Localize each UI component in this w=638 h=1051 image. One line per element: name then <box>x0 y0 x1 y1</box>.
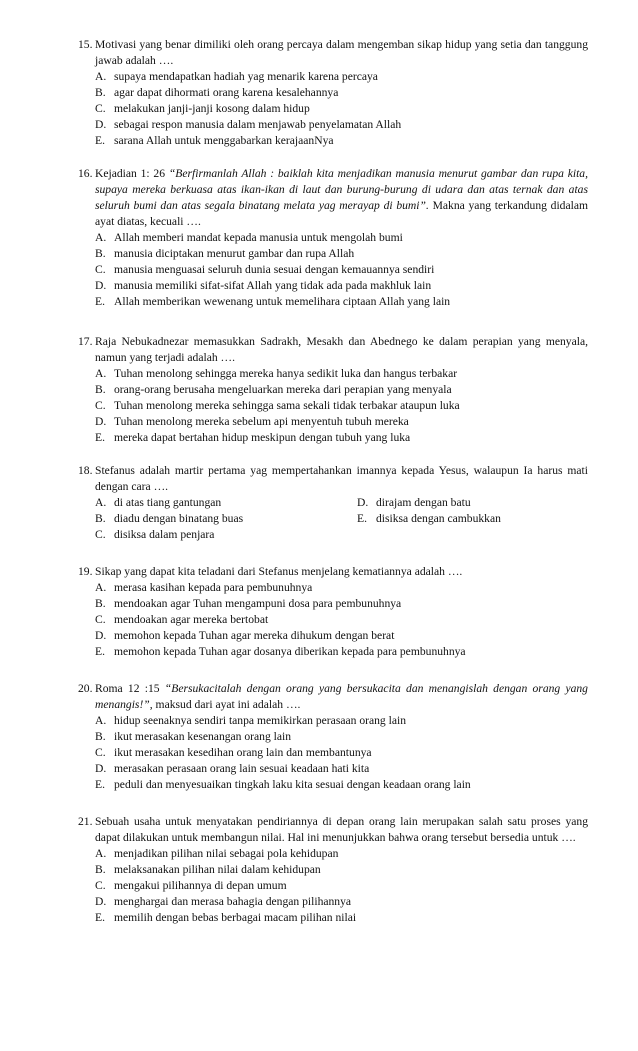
option-letter: C. <box>95 102 106 115</box>
option-text: memilih dengan bebas berbagai macam pilihan nilai <box>114 911 357 924</box>
option-text: memohon kepada Tuhan agar mereka dihukum dengan berat <box>114 629 395 642</box>
option-letter: D. <box>95 118 107 131</box>
option-letter: A. <box>95 231 107 244</box>
option-text: merasa kasihan kepada para pembunuhnya <box>114 581 313 594</box>
option-text: sarana Allah untuk menggabarkan kerajaanNya <box>114 134 334 147</box>
question-stem: Sebuah usaha untuk menyatakan pendiriannya di depan orang lain merupakan salah satu proses yang dapat dilakukan untuk membangun nilai. Hal ini menunjukkan bahwa orang tersebut bersedia untuk …. <box>95 815 588 844</box>
option-letter: C. <box>95 746 106 759</box>
option-letter: B. <box>95 383 106 396</box>
option-text: peduli dan menyesuaikan tingkah laku kita sesuai dengan keadaan orang lain <box>114 778 471 791</box>
answer-option-b[interactable] <box>95 246 588 262</box>
option-text: supaya mendapatkan hadiah yag menarik karena percaya <box>114 70 378 83</box>
answer-option-e[interactable] <box>95 430 588 446</box>
option-letter: B. <box>95 247 106 260</box>
stem-bible-quote: “Berfirmanlah Allah : baiklah kita menjadikan manusia menurut gambar dan rupa kita, supaya mereka berkuasa atas ikan-ikan di laut dan burung-burung di udara dan atas ternak dan atas seluruh bumi dan atas segala binatang melata yag merayap di bumi”. <box>95 167 588 212</box>
option-letter: E. <box>95 645 105 658</box>
stem-bible-quote: “Bersukacitalah dengan orang yang bersukacita dan menangislah dengan orang yang menangis!”, <box>95 682 588 711</box>
option-text: Tuhan menolong mereka sehingga sama sekali tidak terbakar ataupun luka <box>114 399 460 412</box>
answer-option-c[interactable] <box>95 398 588 414</box>
question-number: 20. <box>78 682 93 695</box>
answer-option-c[interactable] <box>95 878 588 894</box>
answer-option-c[interactable] <box>95 262 588 278</box>
answer-option-a[interactable] <box>95 846 588 862</box>
option-text: di atas tiang gantungan <box>114 496 222 509</box>
option-letter: A. <box>95 70 107 83</box>
answer-option-d[interactable] <box>95 894 588 910</box>
option-letter: D. <box>95 762 107 775</box>
option-text: hidup seenaknya sendiri tanpa memikirkan perasaan orang lain <box>114 714 406 727</box>
option-text: ikut merasakan kesenangan orang lain <box>114 730 292 743</box>
option-letter: E. <box>95 134 105 147</box>
option-text: diadu dengan binatang buas <box>114 512 244 525</box>
answer-option-a[interactable] <box>95 713 588 729</box>
question-stem: Raja Nebukadnezar memasukkan Sadrakh, Mesakh dan Abednego ke dalam perapian yang menyala, namun yang terjadi adalah …. <box>95 335 588 364</box>
question-21 <box>78 814 588 926</box>
answer-option-a[interactable] <box>95 495 357 511</box>
option-text: disiksa dengan cambukkan <box>376 512 501 525</box>
answer-option-d[interactable] <box>95 278 588 294</box>
question-18 <box>78 463 588 543</box>
option-letter: B. <box>95 863 106 876</box>
option-text: menjadikan pilihan nilai sebagai pola kehidupan <box>114 847 339 860</box>
question-number: 19. <box>78 565 93 578</box>
question-number: 16. <box>78 167 93 180</box>
answer-option-d[interactable] <box>95 628 588 644</box>
option-text: sebagai respon manusia dalam menjawab penyelamatan Allah <box>114 118 402 131</box>
option-letter: B. <box>95 512 106 525</box>
option-text: memohon kepada Tuhan agar dosanya diberikan kepada para pembunuhnya <box>114 645 466 658</box>
stem-reference: Kejadian 1: 26 <box>95 167 169 180</box>
option-letter: E. <box>95 431 105 444</box>
option-letter: A. <box>95 496 107 509</box>
answer-option-e[interactable] <box>95 294 588 310</box>
option-text: manusia memiliki sifat-sifat Allah yang tidak ada pada makhluk lain <box>114 279 432 292</box>
question-15 <box>78 37 588 149</box>
stem-reference: Roma 12 :15 <box>95 682 165 695</box>
option-text: Tuhan menolong mereka sebelum api menyentuh tubuh mereka <box>114 415 409 428</box>
option-letter: C. <box>95 879 106 892</box>
question-stem: Stefanus adalah martir pertama yag mempertahankan imannya kepada Yesus, walaupun Ia harus mati dengan cara …. <box>95 464 588 493</box>
option-letter: E. <box>357 512 367 525</box>
option-letter: D. <box>95 415 107 428</box>
answer-option-c[interactable] <box>95 745 588 761</box>
option-letter: A. <box>95 847 107 860</box>
answer-option-a[interactable] <box>95 230 588 246</box>
question-number: 21. <box>78 815 93 828</box>
option-text: manusia diciptakan menurut gambar dan rupa Allah <box>114 247 355 260</box>
option-text: ikut merasakan kesedihan orang lain dan membantunya <box>114 746 372 759</box>
answer-option-c[interactable] <box>95 527 357 543</box>
answer-option-b[interactable] <box>95 511 357 527</box>
answer-option-a[interactable] <box>95 366 588 382</box>
question-stem: Sikap yang dapat kita teladani dari Stefanus menjelang kematiannya adalah …. <box>95 565 463 578</box>
question-20 <box>78 681 588 793</box>
stem-question: Makna yang terkandung didalam ayat diatas, kecuali …. <box>95 199 588 228</box>
option-text: Tuhan menolong sehingga mereka hanya sedikit luka dan hangus terbakar <box>114 367 458 380</box>
option-letter: E. <box>95 911 105 924</box>
option-text: Allah memberikan wewenang untuk memelihara ciptaan Allah yang lain <box>114 295 451 308</box>
answer-option-e[interactable] <box>95 133 588 149</box>
option-text: mengakui pilihannya di depan umum <box>114 879 287 892</box>
option-letter: B. <box>95 730 106 743</box>
answer-option-a[interactable] <box>95 580 588 596</box>
question-stem <box>95 166 588 230</box>
question-17 <box>78 334 588 446</box>
answer-option-c[interactable] <box>95 612 588 628</box>
question-stem <box>95 681 588 713</box>
option-text: dirajam dengan batu <box>376 496 471 509</box>
question-number: 15. <box>78 38 93 51</box>
option-letter: D. <box>95 629 107 642</box>
option-text: menghargai dan merasa bahagia dengan pilihannya <box>114 895 352 908</box>
answer-option-c[interactable] <box>95 101 588 117</box>
answer-option-d[interactable] <box>95 761 588 777</box>
answer-option-b[interactable] <box>95 729 588 745</box>
option-letter: A. <box>95 714 107 727</box>
option-letter: B. <box>95 86 106 99</box>
option-text: disiksa dalam penjara <box>114 528 215 541</box>
answer-option-e[interactable] <box>95 777 588 793</box>
answer-option-d[interactable] <box>95 117 588 133</box>
option-letter: E. <box>95 778 105 791</box>
answer-option-b[interactable] <box>95 382 588 398</box>
option-letter: E. <box>95 295 105 308</box>
answer-option-d[interactable] <box>95 414 588 430</box>
option-text: agar dapat dihormati orang karena kesalehannya <box>114 86 339 99</box>
option-text: orang-orang berusaha mengeluarkan mereka dari perapian yang menyala <box>114 383 452 396</box>
option-text: merasakan perasaan orang lain sesuai keadaan hati kita <box>114 762 370 775</box>
option-text: manusia menguasai seluruh dunia sesuai dengan kemauannya sendiri <box>114 263 435 276</box>
question-16 <box>78 166 588 310</box>
answer-option-e[interactable] <box>95 910 588 926</box>
question-number: 17. <box>78 335 93 348</box>
option-letter: B. <box>95 597 106 610</box>
answer-option-b[interactable] <box>95 85 588 101</box>
option-letter: A. <box>95 581 107 594</box>
option-text: melakukan janji-janji kosong dalam hidup <box>114 102 310 115</box>
answer-option-b[interactable] <box>95 596 588 612</box>
answer-option-d[interactable] <box>357 495 588 511</box>
option-letter: D. <box>357 496 369 509</box>
answer-option-a[interactable] <box>95 69 588 85</box>
answer-option-e[interactable] <box>357 511 588 527</box>
option-text: mendoakan agar mereka bertobat <box>114 613 269 626</box>
option-text: mereka dapat bertahan hidup meskipun dengan tubuh yang luka <box>114 431 411 444</box>
question-19 <box>78 564 588 660</box>
option-letter: C. <box>95 613 106 626</box>
option-letter: C. <box>95 263 106 276</box>
option-text: melaksanakan pilihan nilai dalam kehidupan <box>114 863 321 876</box>
option-letter: C. <box>95 528 106 541</box>
option-letter: A. <box>95 367 107 380</box>
question-stem: Motivasi yang benar dimiliki oleh orang percaya dalam mengemban sikap hidup yang setia dan tanggung jawab adalah …. <box>95 38 588 67</box>
option-letter: D. <box>95 279 107 292</box>
question-number: 18. <box>78 464 93 477</box>
option-letter: C. <box>95 399 106 412</box>
answer-option-b[interactable] <box>95 862 588 878</box>
stem-question: maksud dari ayat ini adalah …. <box>152 698 301 711</box>
answer-option-e[interactable] <box>95 644 588 660</box>
option-text: Allah memberi mandat kepada manusia untuk mengolah bumi <box>114 231 403 244</box>
option-text: mendoakan agar Tuhan mengampuni dosa para pembunuhnya <box>114 597 402 610</box>
option-letter: D. <box>95 895 107 908</box>
